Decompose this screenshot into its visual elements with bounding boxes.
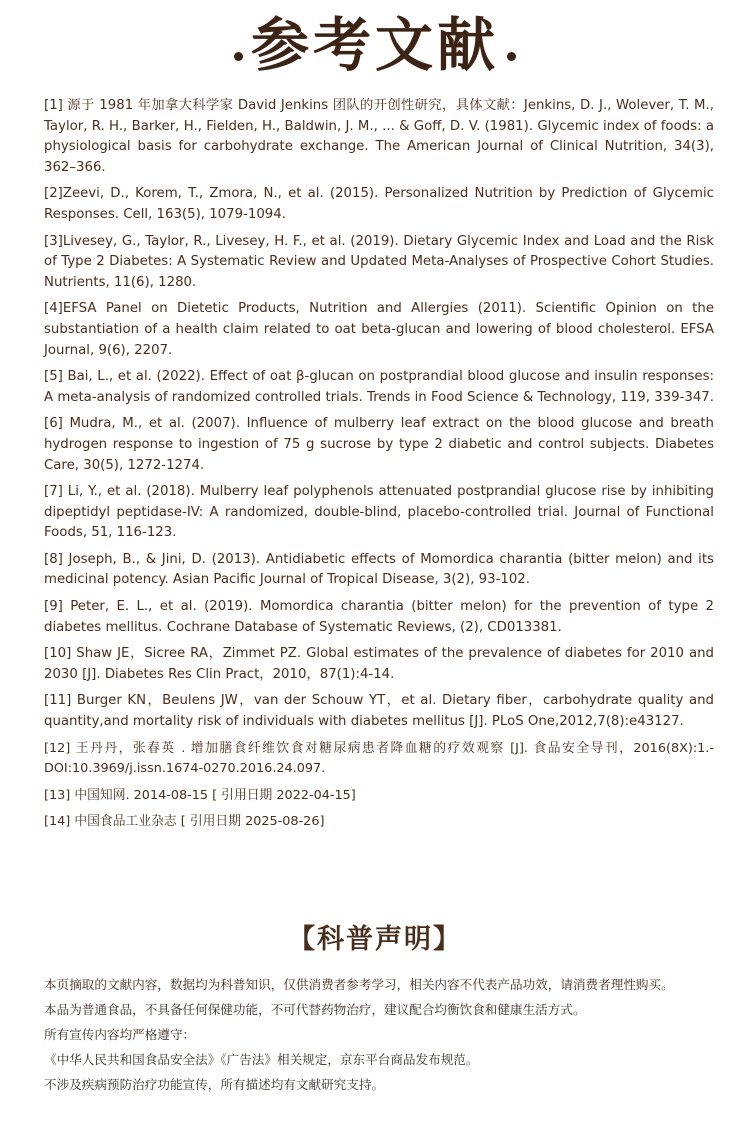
reference-item-9: [9] Peter, E. L., et al. (2019). Momordica charantia (bitter melon) for the prevention of type 2 diabetes mellitus. Cochrane Database of Systematic Reviews, (2), CD013381. [44,599,714,635]
reference-item-4: [4]EFSA Panel on Dietetic Products, Nutrition and Allergies (2011). Scientific Opinion on the substantiation of a health claim related to oat beta-glucan and lowering of blood cholesterol. EFSA Journal, 9(6), 2207. [44,301,714,358]
reference-item-2: [2]Zeevi, D., Korem, T., Zmora, N., et al. (2015). Personalized Nutrition by Prediction of Glycemic Responses. Cell, 163(5), 1079-1094. [44,186,714,222]
reference-item-14: [14] 中国食品工业杂志 [ 引用日期 2025-08-26] [44,814,325,830]
page-title: 参考文献 [250,11,499,79]
page-header [0,8,750,82]
declaration-heading: 【科普声明】 [288,924,462,955]
declaration-line-4: 《中华人民共和国食品安全法》《广告法》相关规定，京东平台商品发布规范。 [44,1052,479,1067]
reference-item-11: [11] Burger KN，Beulens JW，van der Schouw YT，et al. Dietary fiber，carbohydrate quality and quantity,and mortality risk of individuals with diabetes mellitus [J]. PLoS One,2012,7(8):e43127. [44,693,714,730]
reference-item-3: [3]Livesey, G., Taylor, R., Livesey, H. F., et al. (2019). Dietary Glycemic Index and Load and the Risk of Type 2 Diabetes: A Systematic Review and Updated Meta-Analyses of Prospective Cohort Studies. Nutrients, 11(6), 1280. [44,233,714,290]
declaration-body [44,977,734,1102]
declaration-line-1: 本页摘取的文献内容，数据均为科普知识，仅供消费者参考学习，相关内容不代表产品功效，请消费者理性购买。 [44,977,674,992]
declaration-line-3: 所有宣传内容均严格遵守： [44,1027,196,1042]
declaration-line-5: 不涉及疾病预防治疗功能宣传，所有描述均有文献研究支持。 [44,1077,385,1092]
reference-item-12: [12] 王丹丹，张春英 . 增加膳食纤维饮食对糖尿病患者降血糖的疗效观察 [J]. 食品安全导刊，2016(8X):1.-DOI:10.3969/j.issn.1674-0270.2016.24.097. [44,740,714,777]
reference-item-7: [7] Li, Y., et al. (2018). Mulberry leaf polyphenols attenuated postprandial glucose rise by inhibiting dipeptidyl peptidase-IV: A randomized, double-blind, placebo-controlled trial. Journal of Functional Foods, 51, 116-123. [44,484,714,541]
reference-list [44,96,714,839]
reference-item-13: [13] 中国知网. 2014-08-15 [ 引用日期 2022-04-15] [44,787,356,803]
reference-item-5: [5] Bai, L., et al. (2022). Effect of oat β-glucan on postprandial blood glucose and insulin responses: A meta-analysis of randomized controlled trials. Trends in Food Science & Technology, 119, 339-347. [44,369,714,405]
reference-item-10: [10] Shaw JE，Sicree RA，Zimmet PZ. Global estimates of the prevalence of diabetes for 2010 and 2030 [J]. Diabetes Res Clin Pract，2010，87(1):4-14. [44,646,714,682]
reference-item-1: [1] 源于 1981 年加拿大科学家 David Jenkins 团队的开创性研究，具体文献：Jenkins, D. J., Wolever, T. M., Taylor, R. H., Barker, H., Fielden, H., Baldwin, J. M., ... & Goff, D. V. (1981). Glycemic index of foods: a physiological basis for carbohydrate exchange. The American Journal of Clinical Nutrition, 34(3), 362–366. [44,98,714,175]
reference-item-6: [6] Mudra, M., et al. (2007). Influence of mulberry leaf extract on the blood glucose and breath hydrogen response to ingestion of 75 g sucrose by type 2 diabetic and control subjects. Diabetes Care, 30(5), 1272-1274. [44,416,714,473]
title-left-dot [234,52,243,61]
declaration-line-2: 本品为普通食品，不具备任何保健功能，不可代替药物治疗，建议配合均衡饮食和健康生活方式。 [44,1002,586,1017]
title-right-dot [507,52,516,61]
reference-item-8: [8] Joseph, B., & Jini, D. (2013). Antidiabetic effects of Momordica charantia (bitter melon) and its medicinal potency. Asian Pacific Journal of Tropical Disease, 3(2), 93-102. [44,551,714,588]
